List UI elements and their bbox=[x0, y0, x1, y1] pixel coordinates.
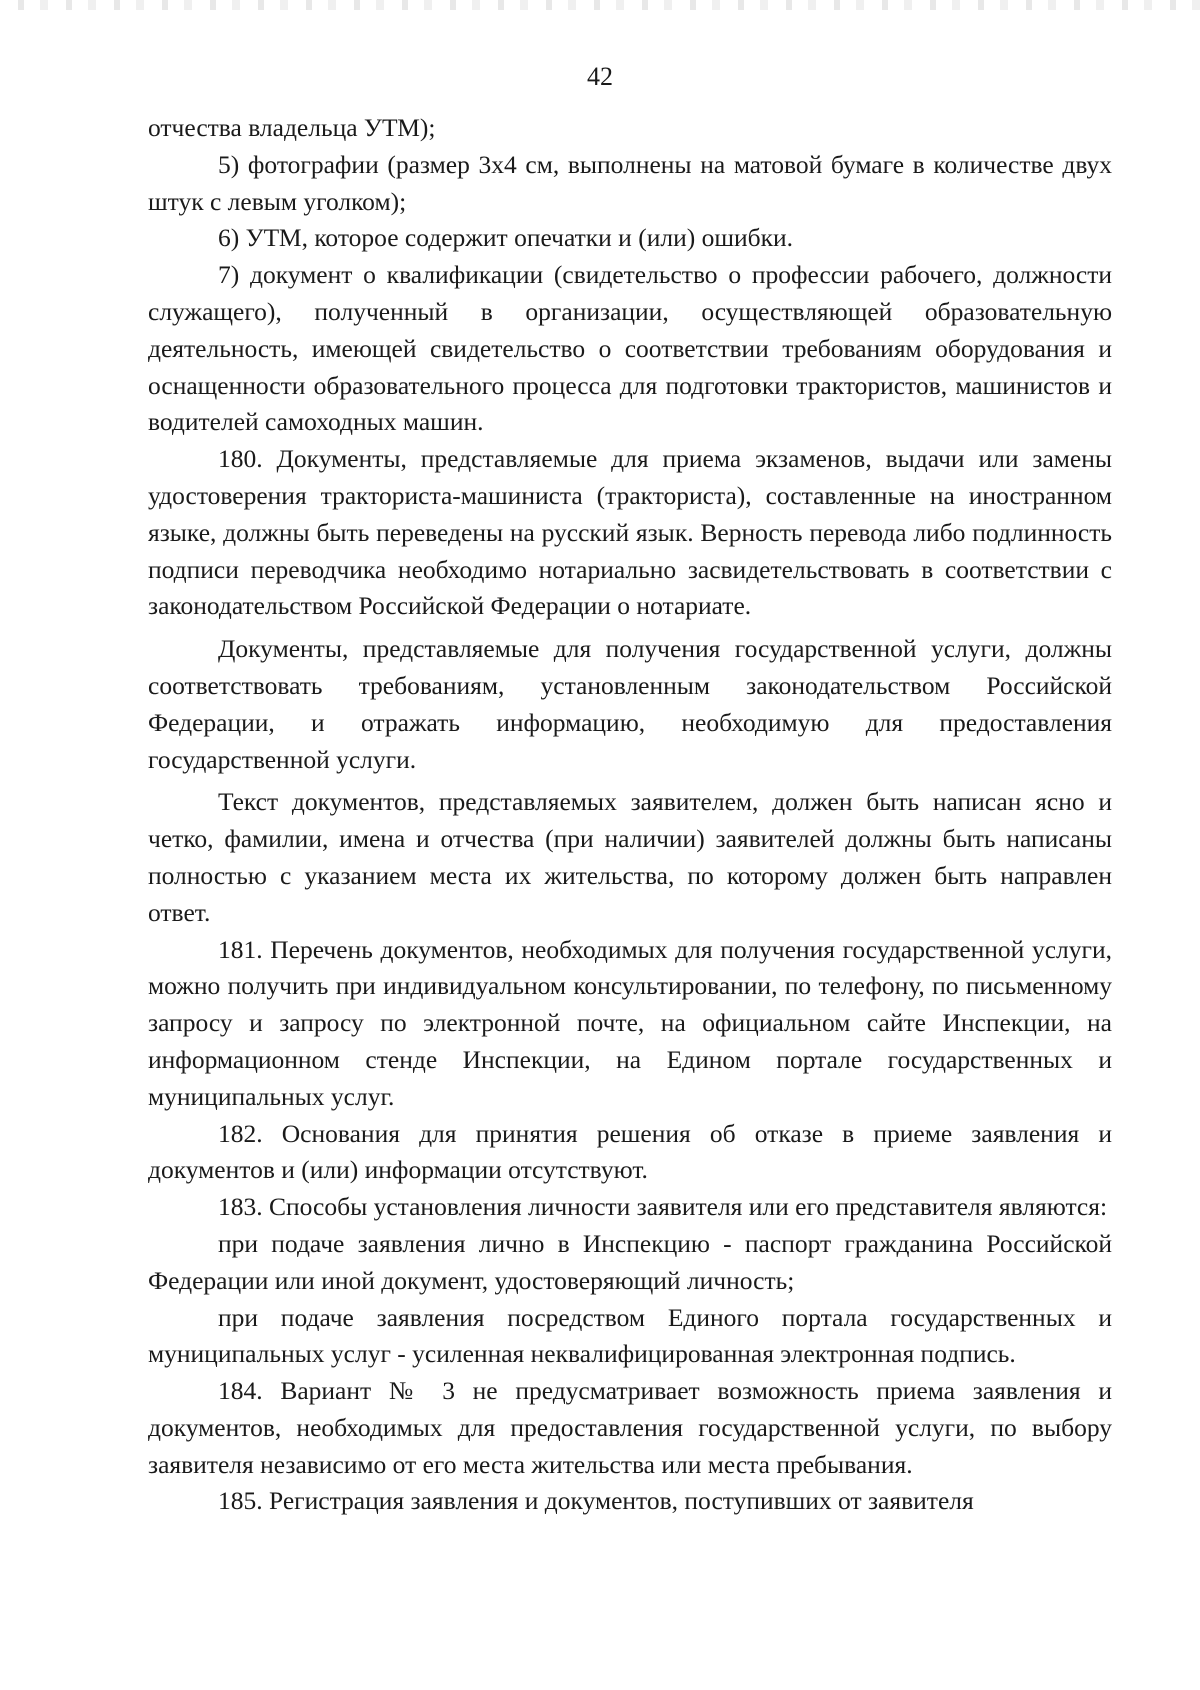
scan-edge-artifact bbox=[0, 0, 1200, 10]
paragraph: отчества владельца УТМ); bbox=[148, 113, 436, 142]
paragraph: 183. Способы установления личности заявителя или его представителя являются: bbox=[218, 1192, 1108, 1222]
paragraph: 180. Документы, представляемые для приема экзаменов, выдачи или замены удостоверения тракториста-машиниста (тракториста), составленные на иностранном языке, должны быть переведены на русский язык. Верность перевода либо подлинность подписи переводчика необходимо нотариально засвидетельствовать в соответствии с законодательством Российской Федерации о нотариате. bbox=[148, 444, 1112, 621]
paragraph: 7) документ о квалификации (свидетельство о профессии рабочего, должности служащего), полученный в организации, осуществляющей образовательную деятельность, имеющей свидетельство о соответствии требованиям оборудования и оснащенности образовательного процесса для подготовки трактористов, машинистов и водителей самоходных машин. bbox=[148, 260, 1112, 437]
paragraph: 181. Перечень документов, необходимых для получения государственной услуги, можно получить при индивидуальном консультировании, по телефону, по письменному запросу и запросу по электронной почте, на официальном сайте Инспекции, на информационном стенде Инспекции, на Едином портале государственных и муниципальных услуг. bbox=[148, 934, 1112, 1111]
paragraph: 5) фотографии (размер 3х4 см, выполнены на матовой бумаге в количестве двух штук с левым уголком); bbox=[148, 149, 1112, 216]
paragraph: 185. Регистрация заявления и документов, поступивших от заявителя bbox=[218, 1486, 974, 1516]
paragraph: 184. Вариант № 3 не предусматривает возможность приема заявления и документов, необходимых для предоставления государственной услуги, по выбору заявителя независимо от его места жительства или места пребывания. bbox=[148, 1376, 1112, 1479]
paragraph: при подаче заявления лично в Инспекцию - паспорт гражданина Российской Федерации или иной документ, удостоверяющий личность; bbox=[148, 1228, 1112, 1295]
document-body bbox=[148, 110, 1112, 1520]
paragraph: Документы, представляемые для получения государственной услуги, должны соответствовать требованиям, установленным законодательством Российской Федерации, и отражать информацию, необходимую для предоставления государственной услуги. bbox=[148, 634, 1112, 774]
paragraph: 6) УТМ, которое содержит опечатки и (или) ошибки. bbox=[218, 223, 793, 253]
page-number: 42 bbox=[587, 62, 613, 91]
paragraph: Текст документов, представляемых заявителем, должен быть написан ясно и четко, фамилии, имена и отчества (при наличии) заявителей должны быть написаны полностью с указанием места их жительства, по которому должен быть направлен ответ. bbox=[148, 787, 1112, 927]
paragraph: при подаче заявления посредством Единого портала государственных и муниципальных услуг - усиленная неквалифицированная электронная подпись. bbox=[148, 1302, 1112, 1369]
paragraph: 182. Основания для принятия решения об отказе в приеме заявления и документов и (или) информации отсутствуют. bbox=[148, 1118, 1112, 1185]
